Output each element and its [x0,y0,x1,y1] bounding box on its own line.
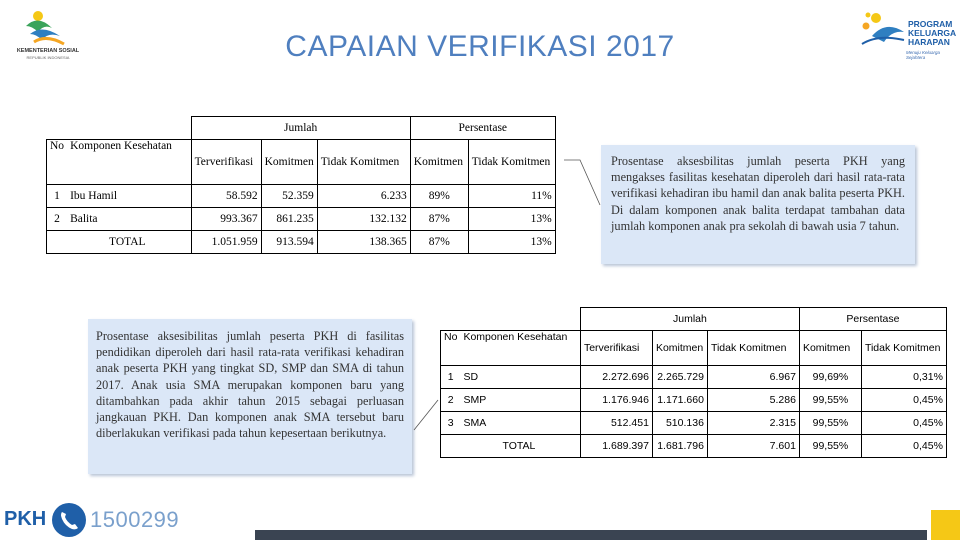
row-pct-komitmen: 89% [410,185,468,208]
ministry-name: KEMENTERIAN SOSIAL [16,48,80,54]
table-row [47,208,556,231]
total-tidak-komitmen: 138.365 [317,231,410,254]
table-row [47,185,556,208]
education-explanation-callout: Prosentase aksesibilitas jumlah peserta PKH di fasilitas pendidikan diperoleh dari hasil rata-rata verifikasi kehadiran anak peserta PKH yang tingkat SD, SMP dan SMA di tahun 2017. Anak usia SMA merupakan komponen baru yang ditambahkan pada akhir tahun 2015 sebagai perluasan jangkauan PKH. Dan komponen anak SMA tersebut baru diberlakukan verifikasi pada tahun kepesertaan berikutnya. [88,319,412,474]
total-label: TOTAL [47,231,192,254]
table-total-row [441,435,947,458]
row-no: 2 [441,389,461,412]
row-komitmen: 1.171.660 [652,389,707,412]
row-component: SMA [460,412,580,435]
row-pct-komitmen: 99,69% [799,366,861,389]
pkh-logo-tagline: Menuju Keluarga Sejahtera [906,50,941,60]
header-terverifikasi: Terverifikasi [580,331,652,366]
row-no: 1 [441,366,461,389]
header-tidak-komitmen: Tidak Komitmen [707,331,799,366]
row-terverifikasi: 58.592 [191,185,261,208]
header-no: No [441,331,461,366]
row-no: 3 [441,412,461,435]
row-terverifikasi: 993.367 [191,208,261,231]
total-pct-tidak-komitmen: 0,45% [861,435,946,458]
header-component: Komponen Kesehatan [460,331,580,366]
health-explanation-callout: Prosentase aksesbilitas jumlah peserta PKH yang mengakses fasilitas kesehatan diperoleh dari hasil rata-rata verifikasi kehadiran ibu hamil dan anak balita peserta PKH. Di dalam komponen anak balita terdapat tambahan data jumlah komponen anak pra sekolah di bawah usia 7 tahun. [601,145,915,264]
row-pct-tidak-komitmen: 13% [468,208,555,231]
hotline-number: 1500299 [90,507,180,532]
row-komitmen: 52.359 [261,185,317,208]
row-tidak-komitmen: 2.315 [707,412,799,435]
total-tidak-komitmen: 7.601 [707,435,799,458]
total-komitmen: 913.594 [261,231,317,254]
header-pct-komitmen: Komitmen [799,331,861,366]
slide-title: CAPAIAN VERIFIKASI 2017 [285,30,675,63]
pkh-brand-text: PKH [4,508,47,530]
row-component: SMP [460,389,580,412]
row-tidak-komitmen: 6.233 [317,185,410,208]
row-komitmen: 861.235 [261,208,317,231]
header-komitmen: Komitmen [261,140,317,185]
header-pct-tidak-komitmen: Tidak Komitmen [468,140,555,185]
row-pct-komitmen: 99,55% [799,389,861,412]
row-komitmen: 2.265.729 [652,366,707,389]
row-tidak-komitmen: 132.132 [317,208,410,231]
health-leader-line [564,160,600,205]
pkh-logo-line1: PROGRAM [908,19,953,29]
footer-bar [255,530,927,540]
table-row [441,412,947,435]
row-terverifikasi: 1.176.946 [580,389,652,412]
pkh-logo-line3: HARAPAN [908,37,950,47]
table-corner-spacer [67,117,191,140]
header-component: Komponen Kesehatan [67,140,191,185]
total-pct-tidak-komitmen: 13% [468,231,555,254]
row-component: Ibu Hamil [67,185,191,208]
header-tidak-komitmen: Tidak Komitmen [317,140,410,185]
row-pct-tidak-komitmen: 11% [468,185,555,208]
education-verification-table [440,307,947,458]
total-pct-komitmen: 87% [410,231,468,254]
table-corner-spacer [47,117,68,140]
total-terverifikasi: 1.051.959 [191,231,261,254]
table-total-row [47,231,556,254]
table-corner-spacer [460,308,580,331]
education-leader-line [414,400,438,430]
total-pct-komitmen: 99,55% [799,435,861,458]
row-pct-tidak-komitmen: 0,31% [861,366,946,389]
ministry-subtext: REPUBLIK INDONESIA [26,55,70,60]
row-component: Balita [67,208,191,231]
row-component: SD [460,366,580,389]
row-komitmen: 510.136 [652,412,707,435]
row-terverifikasi: 2.272.696 [580,366,652,389]
header-persentase: Persentase [799,308,946,331]
health-verification-table [46,116,556,254]
total-label: TOTAL [441,435,581,458]
phone-icon [51,502,87,538]
row-pct-komitmen: 99,55% [799,412,861,435]
header-persentase: Persentase [410,117,555,140]
row-no: 2 [47,208,68,231]
pkh-logo-line2: KELUARGA [908,28,957,38]
header-pct-komitmen: Komitmen [410,140,468,185]
header-jumlah: Jumlah [191,117,410,140]
header-no: No [47,140,68,185]
row-tidak-komitmen: 6.967 [707,366,799,389]
table-corner-spacer [441,308,461,331]
header-pct-tidak-komitmen: Tidak Komitmen [861,331,946,366]
header-jumlah: Jumlah [580,308,799,331]
row-tidak-komitmen: 5.286 [707,389,799,412]
header-terverifikasi: Terverifikasi [191,140,261,185]
row-pct-tidak-komitmen: 0,45% [861,412,946,435]
row-no: 1 [47,185,68,208]
row-pct-tidak-komitmen: 0,45% [861,389,946,412]
total-terverifikasi: 1.689.397 [580,435,652,458]
total-komitmen: 1.681.796 [652,435,707,458]
table-row [441,366,947,389]
table-row [441,389,947,412]
row-pct-komitmen: 87% [410,208,468,231]
header-komitmen: Komitmen [652,331,707,366]
footer-accent [931,510,960,540]
row-terverifikasi: 512.451 [580,412,652,435]
